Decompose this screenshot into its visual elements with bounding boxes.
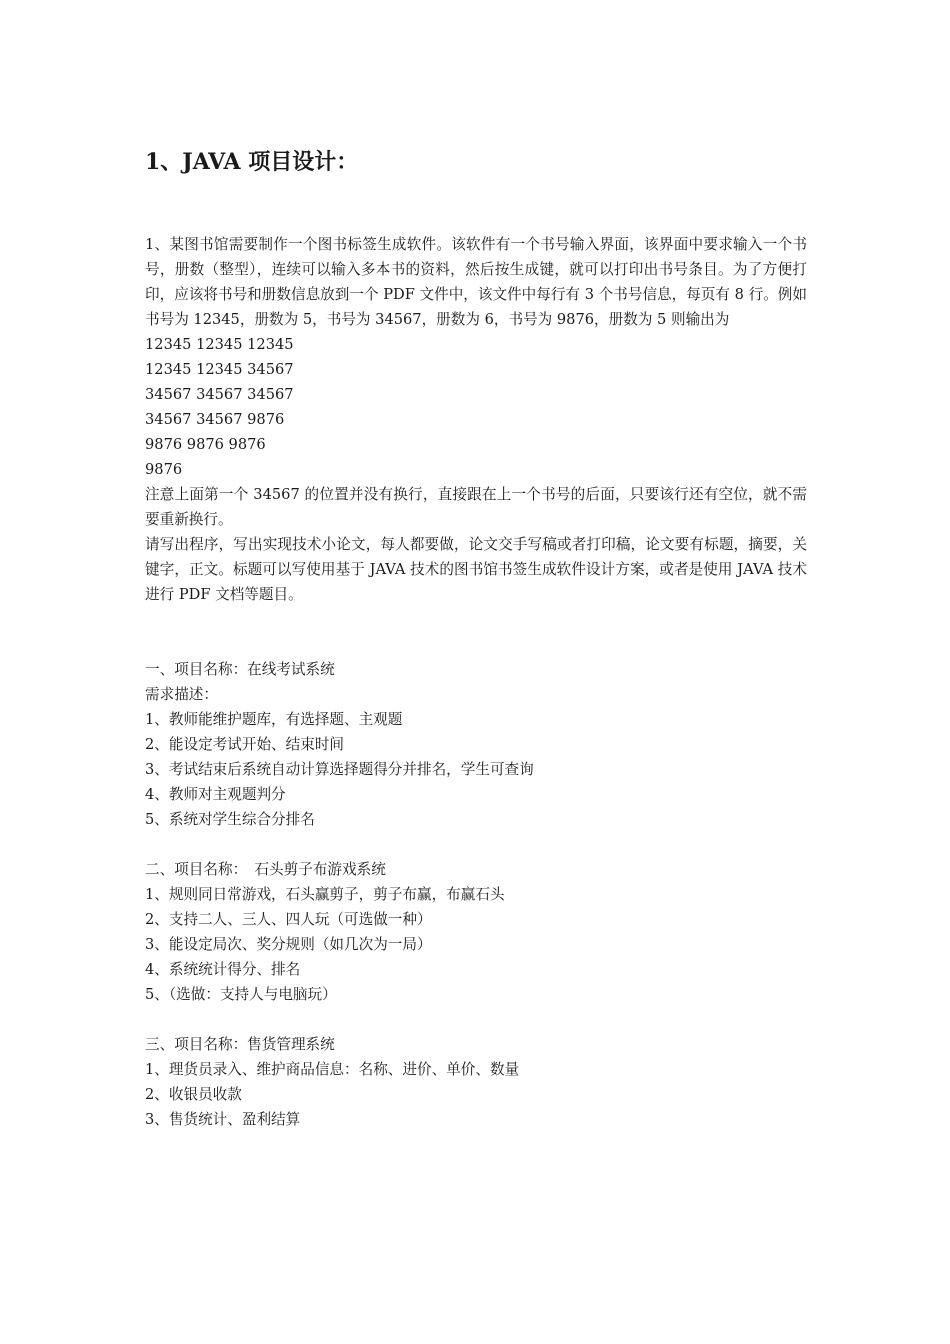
project-section-sales	[145, 1032, 807, 1132]
list-item: 2、支持二人、三人、四人玩（可选做一种）	[145, 911, 432, 928]
project-section-exam	[145, 657, 807, 832]
list-item: 5、系统对学生综合分排名	[145, 811, 315, 828]
spacer	[145, 832, 807, 857]
output-line: 12345 12345 12345	[145, 336, 294, 353]
list-item: 1、教师能维护题库，有选择题、主观题	[145, 711, 403, 728]
page-heading: 1、JAVA 项目设计：	[145, 149, 359, 175]
output-line: 9876 9876 9876	[145, 436, 266, 453]
output-line: 9876	[145, 461, 183, 478]
project-title: 二、项目名称： 石头剪子布游戏系统	[145, 861, 386, 878]
spacer	[145, 1007, 807, 1032]
document-body	[145, 232, 807, 1132]
task-note: 注意上面第一个 34567 的位置并没有换行，直接跟在上一个书号的后面，只要该行还有空位，就不需要重新换行。	[145, 486, 807, 528]
list-item: 2、能设定考试开始、结束时间	[145, 736, 345, 753]
task-paragraph: 1、某图书馆需要制作一个图书标签生成软件。该软件有一个书号输入界面，该界面中要求输入一个书号，册数（整型），连续可以输入多本书的资料，然后按生成键，就可以打印出书号条目。为了方便打印，应该将书号和册数信息放到一个 PDF 文件中，该文件中每行有 3 个书号信息，每页有 8 行。例如书号为 12345，册数为 5，书号为 34567，册数为 6，书号为 9876，册数为 5 则输出为	[145, 236, 807, 328]
list-item: 1、理货员录入、维护商品信息：名称、进价、单价、数量	[145, 1061, 520, 1078]
list-item: 3、考试结束后系统自动计算选择题得分并排名，学生可查询	[145, 761, 534, 778]
project-section-game	[145, 857, 807, 1007]
list-item: 4、系统统计得分、排名	[145, 961, 301, 978]
spacer	[145, 607, 807, 657]
list-item: 4、教师对主观题判分	[145, 786, 286, 803]
output-line: 34567 34567 34567	[145, 386, 294, 403]
list-item: 1、规则同日常游戏，石头赢剪子，剪子布赢，布赢石头	[145, 886, 505, 903]
output-line: 12345 12345 34567	[145, 361, 294, 378]
list-item: 3、售货统计、盈利结算	[145, 1111, 301, 1128]
list-item: 5、（选做：支持人与电脑玩）	[145, 986, 337, 1003]
list-item: 2、收银员收款	[145, 1086, 242, 1103]
project-title: 三、项目名称：售货管理系统	[145, 1036, 335, 1053]
task-requirement: 请写出程序，写出实现技术小论文，每人都要做，论文交手写稿或者打印稿，论文要有标题，摘要，关键字，正文。标题可以写使用基于 JAVA 技术的图书馆书签生成软件设计方案，或者是使用 JAVA 技术进行 PDF 文档等题目。	[145, 536, 807, 603]
project-title: 一、项目名称：在线考试系统	[145, 661, 335, 678]
project-subtitle: 需求描述：	[145, 686, 218, 703]
output-line: 34567 34567 9876	[145, 411, 285, 428]
list-item: 3、能设定局次、奖分规则（如几次为一局）	[145, 936, 432, 953]
